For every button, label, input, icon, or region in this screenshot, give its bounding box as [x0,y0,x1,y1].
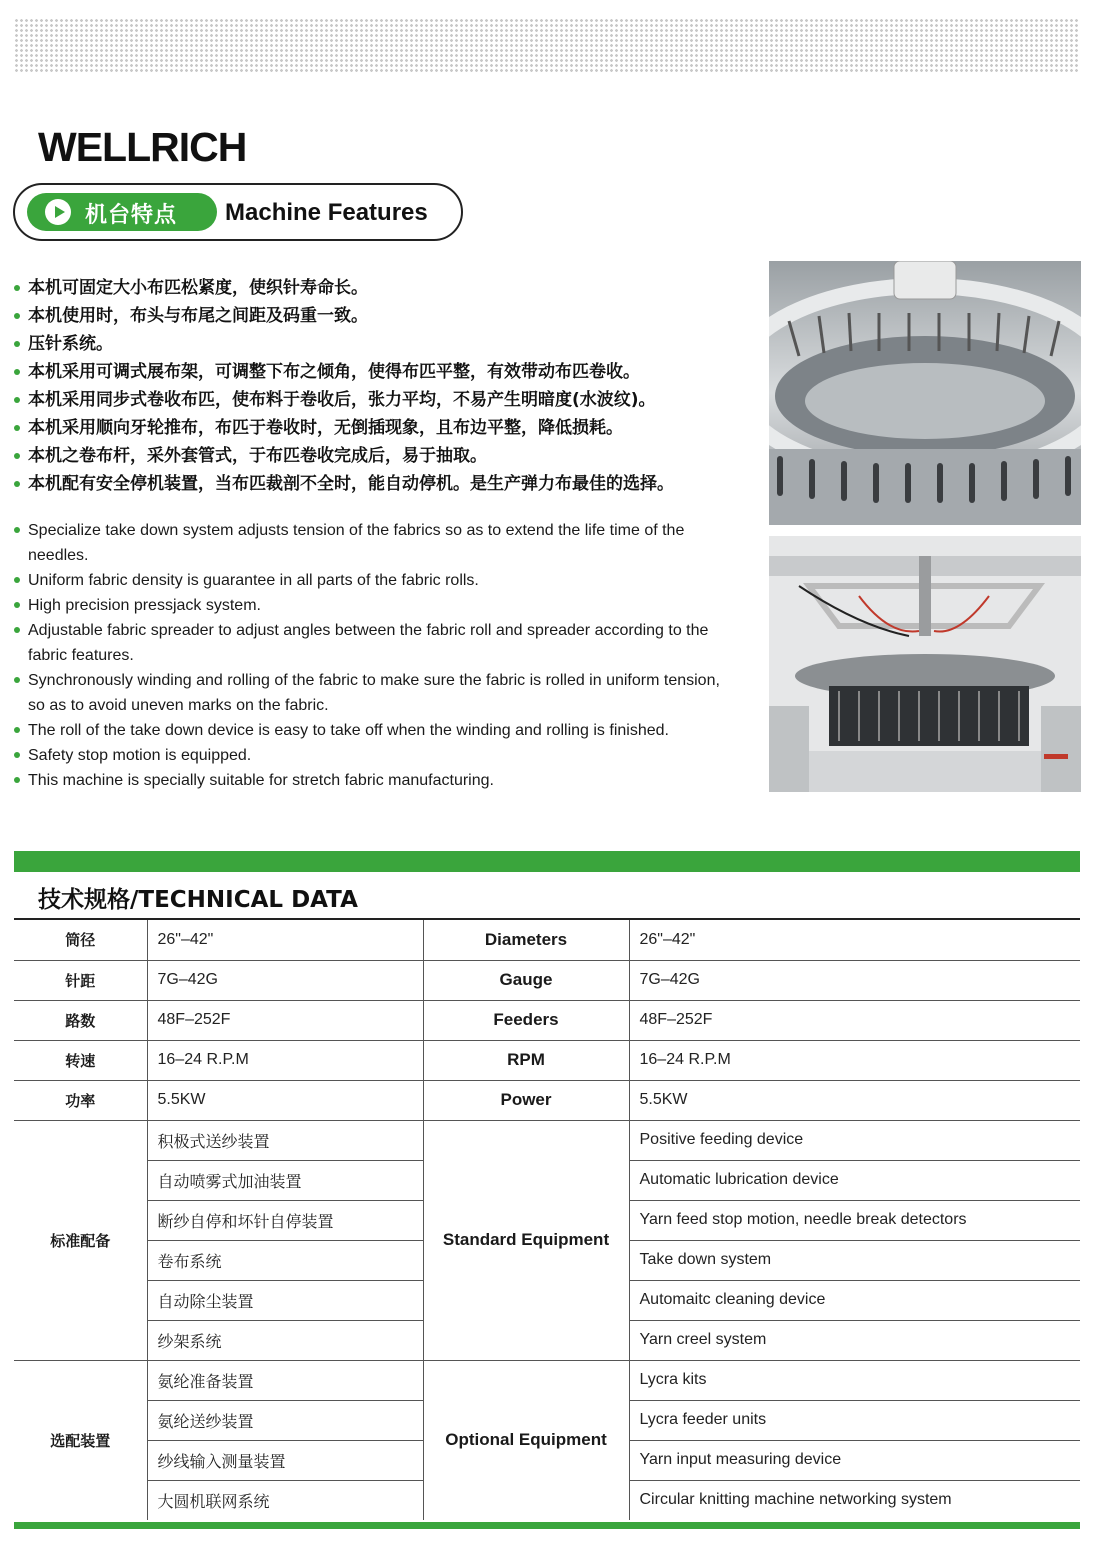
table-row [14,1120,1080,1160]
table-row [14,1080,1080,1120]
spec-label-en: RPM [423,1040,629,1080]
feature-en-item: Safety stop motion is equipped. [14,743,740,768]
features-header-green-tab [27,193,217,231]
optional-equipment-label-en: Optional Equipment [423,1360,629,1520]
spec-value-cn: 16–24 R.P.M [147,1040,423,1080]
standard-item-cn: 断纱自停和坏针自停装置 [147,1200,423,1240]
brand-logo: WELLRICH [38,124,247,170]
optional-item-en: Lycra feeder units [629,1400,1080,1440]
spec-label-en: Feeders [423,1000,629,1040]
standard-equipment-label-en: Standard Equipment [423,1120,629,1360]
machine-photo-overview [769,536,1081,792]
standard-item-cn: 自动喷雾式加油装置 [147,1160,423,1200]
feature-cn-item: 本机采用顺向牙轮推布，布匹于卷收时，无倒插现象，且布边平整，降低损耗。 [14,414,754,442]
standard-item-en: Yarn creel system [629,1320,1080,1360]
spec-value-en: 7G–42G [629,960,1080,1000]
spec-label-cn: 筒径 [14,920,147,960]
standard-item-en: Positive feeding device [629,1120,1080,1160]
spec-value-en: 48F–252F [629,1000,1080,1040]
table-row [14,920,1080,960]
standard-item-en: Automatic lubrication device [629,1160,1080,1200]
feature-cn-item: 本机配有安全停机装置，当布匹裁剖不全时，能自动停机。是生产弹力布最佳的选择。 [14,470,754,498]
technical-data-table [14,920,1080,1520]
table-row [14,1040,1080,1080]
features-header-pill [13,183,463,241]
standard-item-cn: 纱架系统 [147,1320,423,1360]
standard-item-en: Yarn feed stop motion, needle break detectors [629,1200,1080,1240]
dotted-header-band [14,18,1078,72]
bottom-accent-bar [14,1522,1080,1529]
spec-label-cn: 针距 [14,960,147,1000]
spec-value-en: 26"–42" [629,920,1080,960]
spec-value-en: 16–24 R.P.M [629,1040,1080,1080]
optional-item-cn: 氨纶送纱装置 [147,1400,423,1440]
spec-label-cn: 转速 [14,1040,147,1080]
optional-item-en: Lycra kits [629,1360,1080,1400]
standard-item-cn: 自动除尘装置 [147,1280,423,1320]
spec-value-cn: 5.5KW [147,1080,423,1120]
feature-en-item: The roll of the take down device is easy to take off when the winding and rolling is finished. [14,718,740,743]
features-header-en: Machine Features [225,199,428,226]
play-icon [45,199,71,225]
section-divider-bar [14,851,1080,872]
optional-item-en: Circular knitting machine networking system [639,1491,952,1509]
optional-item-cn: 大圆机联网系统 [147,1480,423,1520]
feature-en-item: Synchronously winding and rolling of the fabric to make sure the fabric is rolled in uniform tension, so as to avoid uneven marks on the fabric. [14,668,740,718]
standard-equipment-label-cn: 标准配备 [14,1120,147,1360]
features-list-cn [14,274,754,498]
spec-label-en: Gauge [423,960,629,1000]
features-list-en [14,518,740,793]
feature-en-item: Uniform fabric density is guarantee in all parts of the fabric rolls. [14,568,740,593]
feature-cn-item: 本机使用时，布头与布尾之间距及码重一致。 [14,302,754,330]
optional-item-cn: 氨纶准备装置 [147,1360,423,1400]
standard-item-en: Automaitc cleaning device [629,1280,1080,1320]
feature-en-item: Specialize take down system adjusts tension of the fabrics so as to extend the life time of the needles. [14,518,740,568]
feature-en-item: High precision pressjack system. [14,593,740,618]
feature-cn-item: 本机可固定大小布匹松紧度，使织针寿命长。 [14,274,754,302]
standard-item-cn: 积极式送纱装置 [147,1120,423,1160]
spec-value-cn: 26"–42" [147,920,423,960]
feature-cn-item: 本机采用同步式卷收布匹，使布料于卷收后，张力平均，不易产生明暗度(水波纹)。 [14,386,754,414]
feature-en-item: Adjustable fabric spreader to adjust angles between the fabric roll and spreader according to the fabric features. [14,618,740,668]
spec-label-cn: 功率 [14,1080,147,1120]
table-row [14,960,1080,1000]
table-row [14,1000,1080,1040]
table-row [14,1360,1080,1400]
machine-photo-needle-cylinder [769,261,1081,525]
optional-equipment-label-cn: 选配装置 [14,1360,147,1520]
spec-label-en: Power [423,1080,629,1120]
feature-cn-item: 本机之卷布杆，采外套管式，于布匹卷收完成后，易于抽取。 [14,442,754,470]
optional-item-en: Yarn input measuring device [629,1440,1080,1480]
spec-value-cn: 48F–252F [147,1000,423,1040]
spec-value-cn: 7G–42G [147,960,423,1000]
feature-cn-item: 本机采用可调式展布架，可调整下布之倾角，使得布匹平整，有效带动布匹卷收。 [14,358,754,386]
technical-data-title: 技术规格/TECHNICAL DATA [38,887,358,913]
feature-cn-item: 压针系统。 [14,330,754,358]
spec-label-en: Diameters [423,920,629,960]
features-header-cn: 机台特点 [85,203,178,228]
standard-item-en: Take down system [629,1240,1080,1280]
standard-item-cn: 卷布系统 [147,1240,423,1280]
spec-label-cn: 路数 [14,1000,147,1040]
spec-value-en: 5.5KW [629,1080,1080,1120]
feature-en-item: This machine is specially suitable for stretch fabric manufacturing. [14,768,740,793]
optional-item-cn: 纱线输入测量装置 [147,1440,423,1480]
